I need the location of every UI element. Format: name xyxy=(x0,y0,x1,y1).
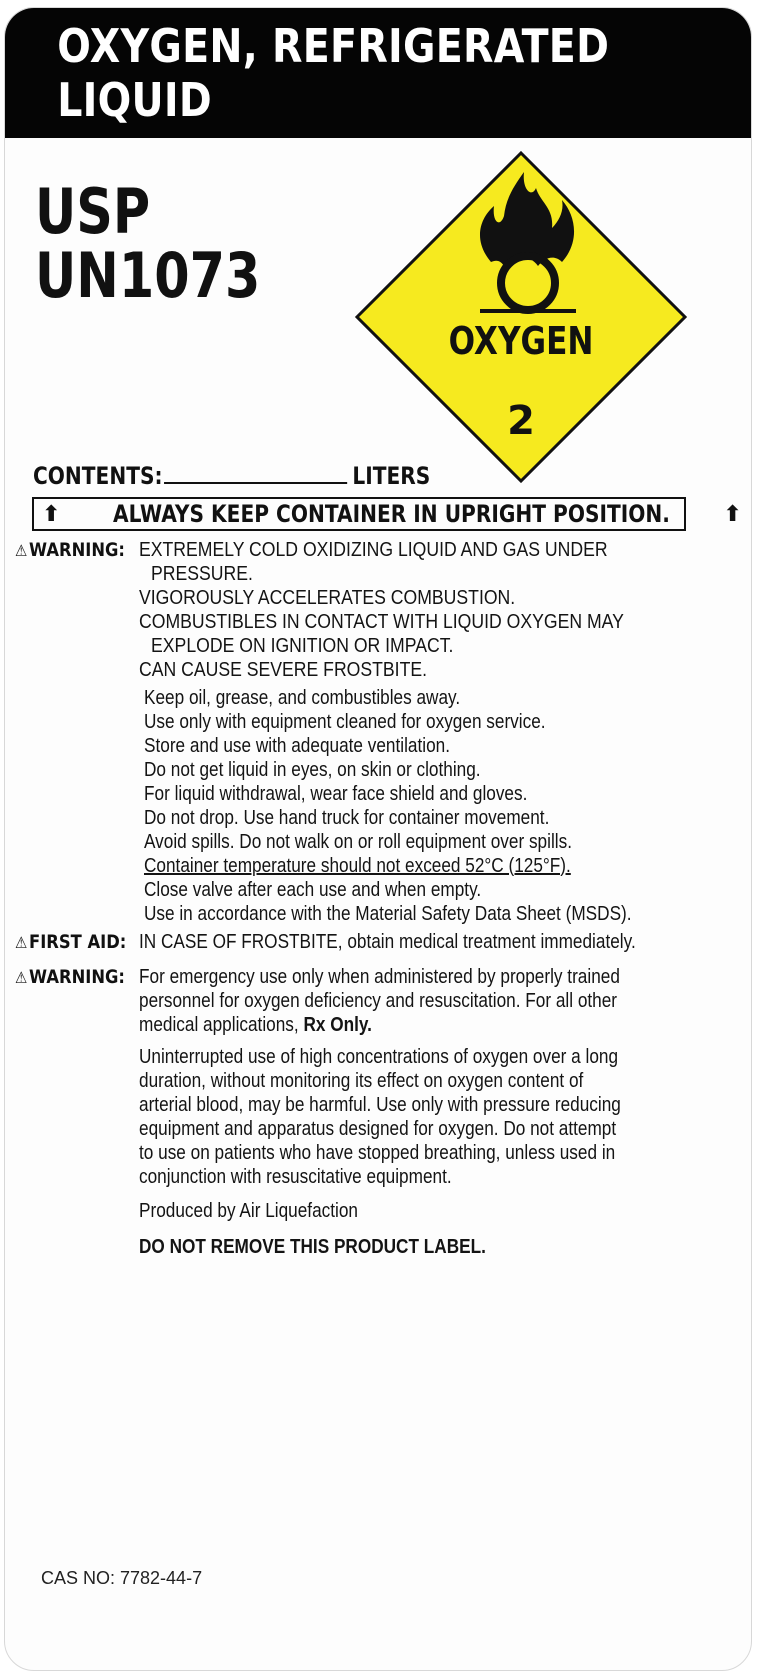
warning-label: ⚠WARNING: xyxy=(15,966,125,988)
cas-number: CAS NO: 7782-44-7 xyxy=(41,1568,203,1588)
precaution-item: Use in accordance with the Material Safety Data Sheet (MSDS). xyxy=(144,903,632,925)
rx-only: Only. xyxy=(330,1014,372,1036)
production-note xyxy=(139,1199,699,1223)
warning-line: Uninterrupted use of high concentrations of oxygen over a long xyxy=(139,1046,619,1068)
hazard-line: CAN CAUSE SEVERE FROSTBITE. xyxy=(139,658,428,681)
precaution-item: Store and use with adequate ventilation. xyxy=(144,735,450,757)
precaution-item: Close valve after each use and when empty. xyxy=(144,879,482,901)
precaution-item: Keep oil, grease, and combustibles away. xyxy=(144,687,461,709)
upright-text: ALWAYS KEEP CONTAINER IN UPRIGHT POSITION. xyxy=(113,500,671,528)
precaution-item: For liquid withdrawal, wear face shield and gloves. xyxy=(144,783,528,805)
warning-line: equipment and apparatus designed for oxygen. Do not attempt xyxy=(139,1118,617,1140)
warning-triangle-icon: ⚠ xyxy=(15,541,28,560)
warning-triangle-icon: ⚠ xyxy=(15,968,28,987)
placard-class-number: 2 xyxy=(507,398,535,444)
precaution-list xyxy=(144,686,704,926)
warning-line: conjunction with resuscitative equipment. xyxy=(139,1166,452,1188)
label-header xyxy=(5,8,751,138)
do-not-remove-note xyxy=(139,1235,699,1259)
warning-triangle-icon: ⚠ xyxy=(15,933,28,952)
contents-blank xyxy=(164,460,347,484)
medical-warning-line: medical applications, Rx Only. xyxy=(139,1014,372,1036)
rx-symbol: Rx xyxy=(303,1014,326,1036)
contents-label: CONTENTS: xyxy=(33,462,163,490)
precaution-item: Use only with equipment cleaned for oxygen service. xyxy=(144,711,546,733)
upright-banner xyxy=(32,497,742,531)
warning-line: to use on patients who have stopped breathing, unless used in xyxy=(139,1142,616,1164)
precaution-item: Do not get liquid in eyes, on skin or clothing. xyxy=(144,759,481,781)
hazard-line: EXPLODE ON IGNITION OR IMPACT. xyxy=(151,634,454,657)
product-title: OXYGEN, REFRIGERATED LIQUID xyxy=(57,19,610,127)
medical-warning xyxy=(139,965,699,1037)
warning-line: duration, without monitoring its effect on oxygen content of xyxy=(139,1070,584,1092)
un-number: UN1073 xyxy=(35,239,261,312)
medical-warning-line: For emergency use only when administered by properly trained xyxy=(139,966,620,988)
hazard-statements xyxy=(139,538,699,682)
precaution-item: Container temperature should not exceed 52°C (125°F). xyxy=(144,855,571,877)
grade-usp: USP xyxy=(35,175,151,248)
do-not-remove: DO NOT REMOVE THIS PRODUCT LABEL. xyxy=(139,1236,486,1258)
medical-warning-line: personnel for oxygen deficiency and resuscitation. For all other xyxy=(139,990,618,1012)
up-arrow-icon: ⬆ xyxy=(42,501,61,527)
hazard-line: EXTREMELY COLD OXIDIZING LIQUID AND GAS UNDER xyxy=(139,538,608,561)
produced-by: Produced by Air Liquefaction xyxy=(139,1200,358,1222)
up-arrow-icon: ⬆ xyxy=(723,501,742,527)
placard-label: OXYGEN xyxy=(448,320,594,364)
precaution-item: Avoid spills. Do not walk on or roll equipment over spills. xyxy=(144,831,572,853)
hazard-line: PRESSURE. xyxy=(151,562,253,585)
contents-unit: LITERS xyxy=(352,462,431,490)
first-aid-text: IN CASE OF FROSTBITE, obtain medical treatment immediately. xyxy=(139,931,636,953)
warning-line: arterial blood, may be harmful. Use only with pressure reducing xyxy=(139,1094,621,1116)
continuous-use-warning xyxy=(139,1045,699,1189)
product-label xyxy=(4,7,752,1671)
hazard-line: VIGOROUSLY ACCELERATES COMBUSTION. xyxy=(139,586,516,609)
hazard-line: COMBUSTIBLES IN CONTACT WITH LIQUID OXYGEN MAY xyxy=(139,610,624,633)
first-aid-text-block xyxy=(139,930,699,954)
warning-label: ⚠WARNING: xyxy=(15,539,125,561)
first-aid-label: ⚠FIRST AID: xyxy=(15,931,127,953)
contents-line xyxy=(33,460,506,490)
precaution-item: Do not drop. Use hand truck for container movement. xyxy=(144,807,550,829)
grade-block xyxy=(35,175,310,312)
oxidizer-placard xyxy=(354,150,688,484)
